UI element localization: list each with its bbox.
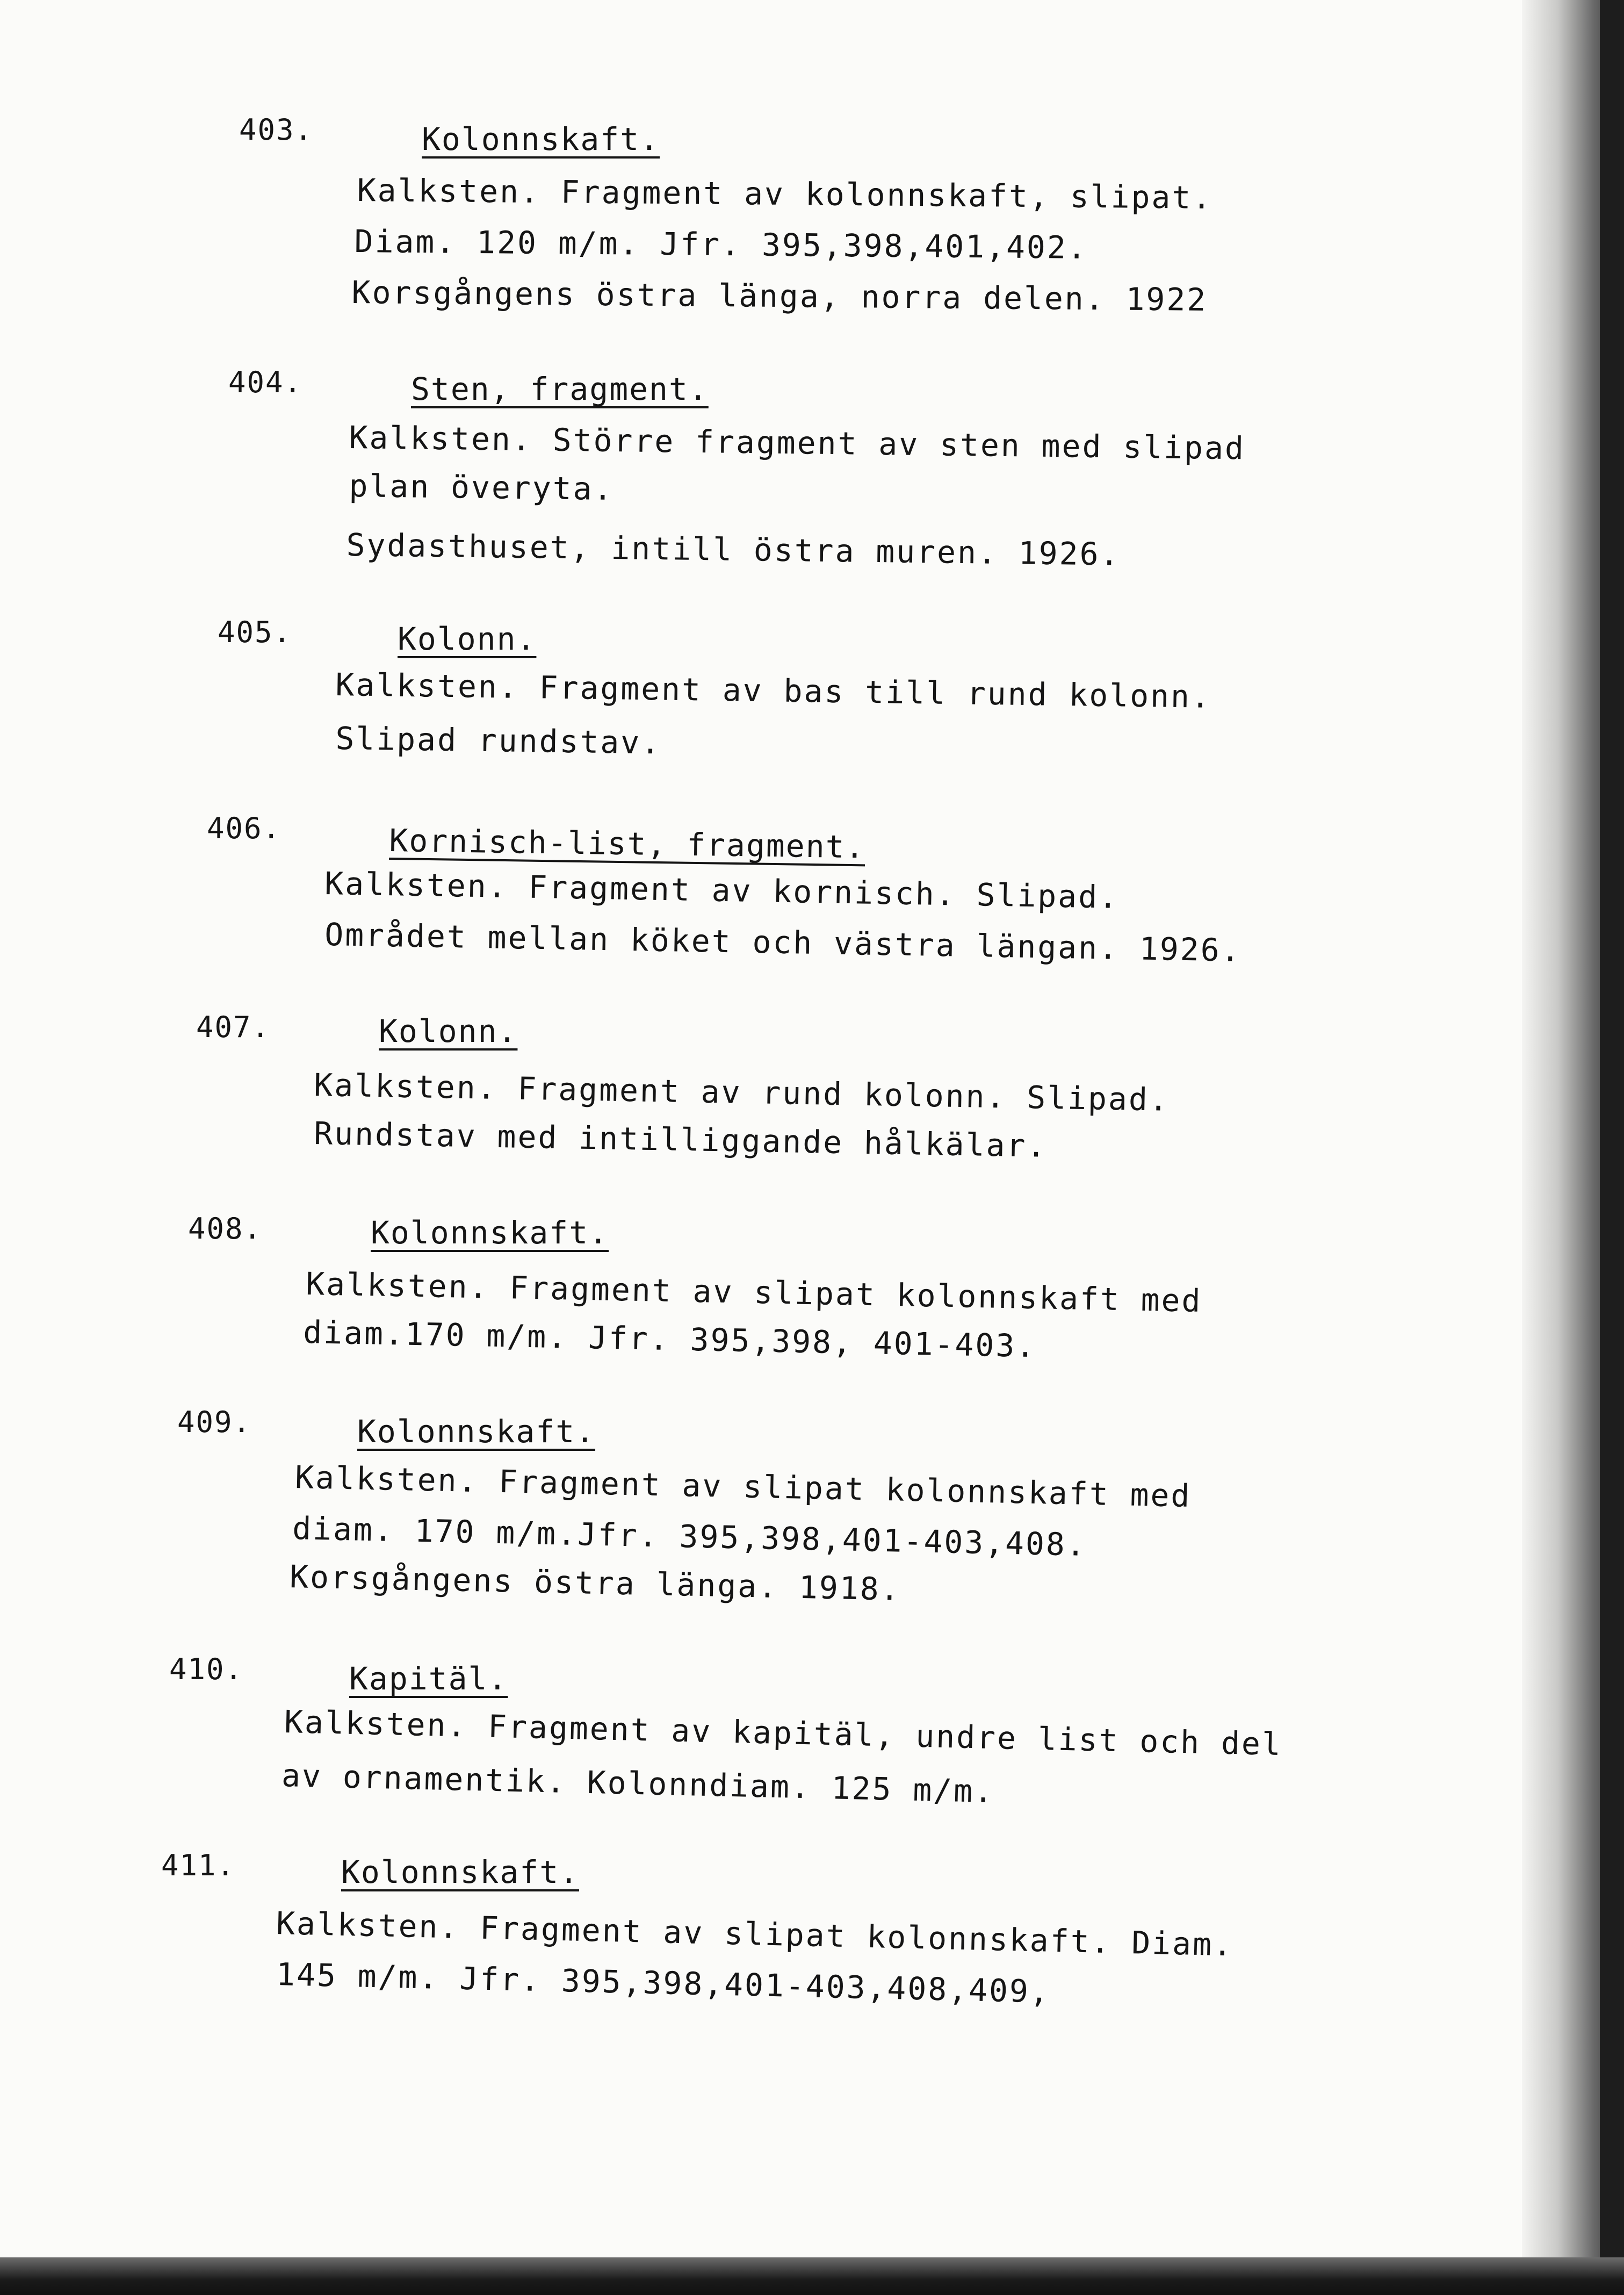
entry-number: 408. [188, 1212, 263, 1246]
entry-title: Kolonnskaft. [357, 1413, 596, 1450]
entry-line: diam.170 m/m. Jfr. 395,398, 401-403. [302, 1314, 1037, 1365]
entry-title: Kornisch-list, fragment. [389, 822, 865, 866]
entry-line: Korsgångens östra länga. 1918. [289, 1558, 901, 1608]
entry-line: Diam. 120 m/m. Jfr. 395,398,401,402. [354, 223, 1088, 266]
entry-line: Rundstav med intilliggande hålkälar. [313, 1115, 1048, 1164]
page-edge-strip [1600, 0, 1624, 2295]
entry-number: 410. [169, 1652, 244, 1686]
entry-number: 406. [207, 811, 282, 845]
entry-title: Sten, fragment. [411, 371, 709, 407]
entry-title: Kolonnskaft. [341, 1854, 580, 1890]
entry-line: diam. 170 m/m.Jfr. 395,398,401-403,408. [292, 1510, 1087, 1563]
entry-number: 407. [196, 1010, 271, 1044]
entry-line: Kalksten. Fragment av slipat kolonnskaft med [294, 1459, 1192, 1514]
entry-line: Slipad rundstav. [335, 720, 662, 761]
entry-line: Kalksten. Fragment av rund kolonn. Slipad. [313, 1067, 1170, 1118]
entry-line: av ornamentik. Kolonndiam. 125 m/m. [281, 1757, 995, 1810]
entry-line: Kalksten. Fragment av bas till rund kolonn. [335, 666, 1212, 715]
bottom-scan-band [0, 2257, 1624, 2295]
entry-line: Kalksten. Fragment av slipat kolonnskaft. Diam. [276, 1905, 1234, 1963]
entry-number: 409. [177, 1405, 252, 1439]
entry-title: Kolonnskaft. [422, 121, 660, 157]
entry-line: Kalksten. Fragment av kolonnskaft, slipat. [357, 172, 1213, 216]
entry-number: 404. [228, 365, 303, 399]
entry-number: 405. [218, 615, 292, 649]
entry-title: Kolonn. [379, 1013, 518, 1049]
entry-number: 411. [161, 1848, 236, 1882]
entry-line: plan överyta. [349, 467, 614, 508]
entry-line: 145 m/m. Jfr. 395,398,401-403,408,409, [276, 1956, 1051, 2010]
entry-line: Området mellan köket och västra längan. 1926. [324, 916, 1242, 969]
entry-line: Kalksten. Större fragment av sten med slipad [349, 419, 1246, 467]
entry-title: Kapitäl. [349, 1660, 508, 1697]
entry-line: Sydasthuset, intill östra muren. 1926. [346, 527, 1121, 573]
entry-line: Kalksten. Fragment av kornisch. Slipad. [324, 865, 1120, 916]
entry-title: Kolonn. [398, 621, 537, 657]
entry-line: Kalksten. Fragment av slipat kolonnskaft med [305, 1265, 1203, 1320]
entry-line: Kalksten. Fragment av kapitäl, undre list och del [284, 1703, 1283, 1763]
entry-number: 403. [239, 113, 314, 147]
entry-line: Korsgångens östra länga, norra delen. 1922 [351, 274, 1208, 318]
entry-title: Kolonnskaft. [371, 1214, 609, 1251]
